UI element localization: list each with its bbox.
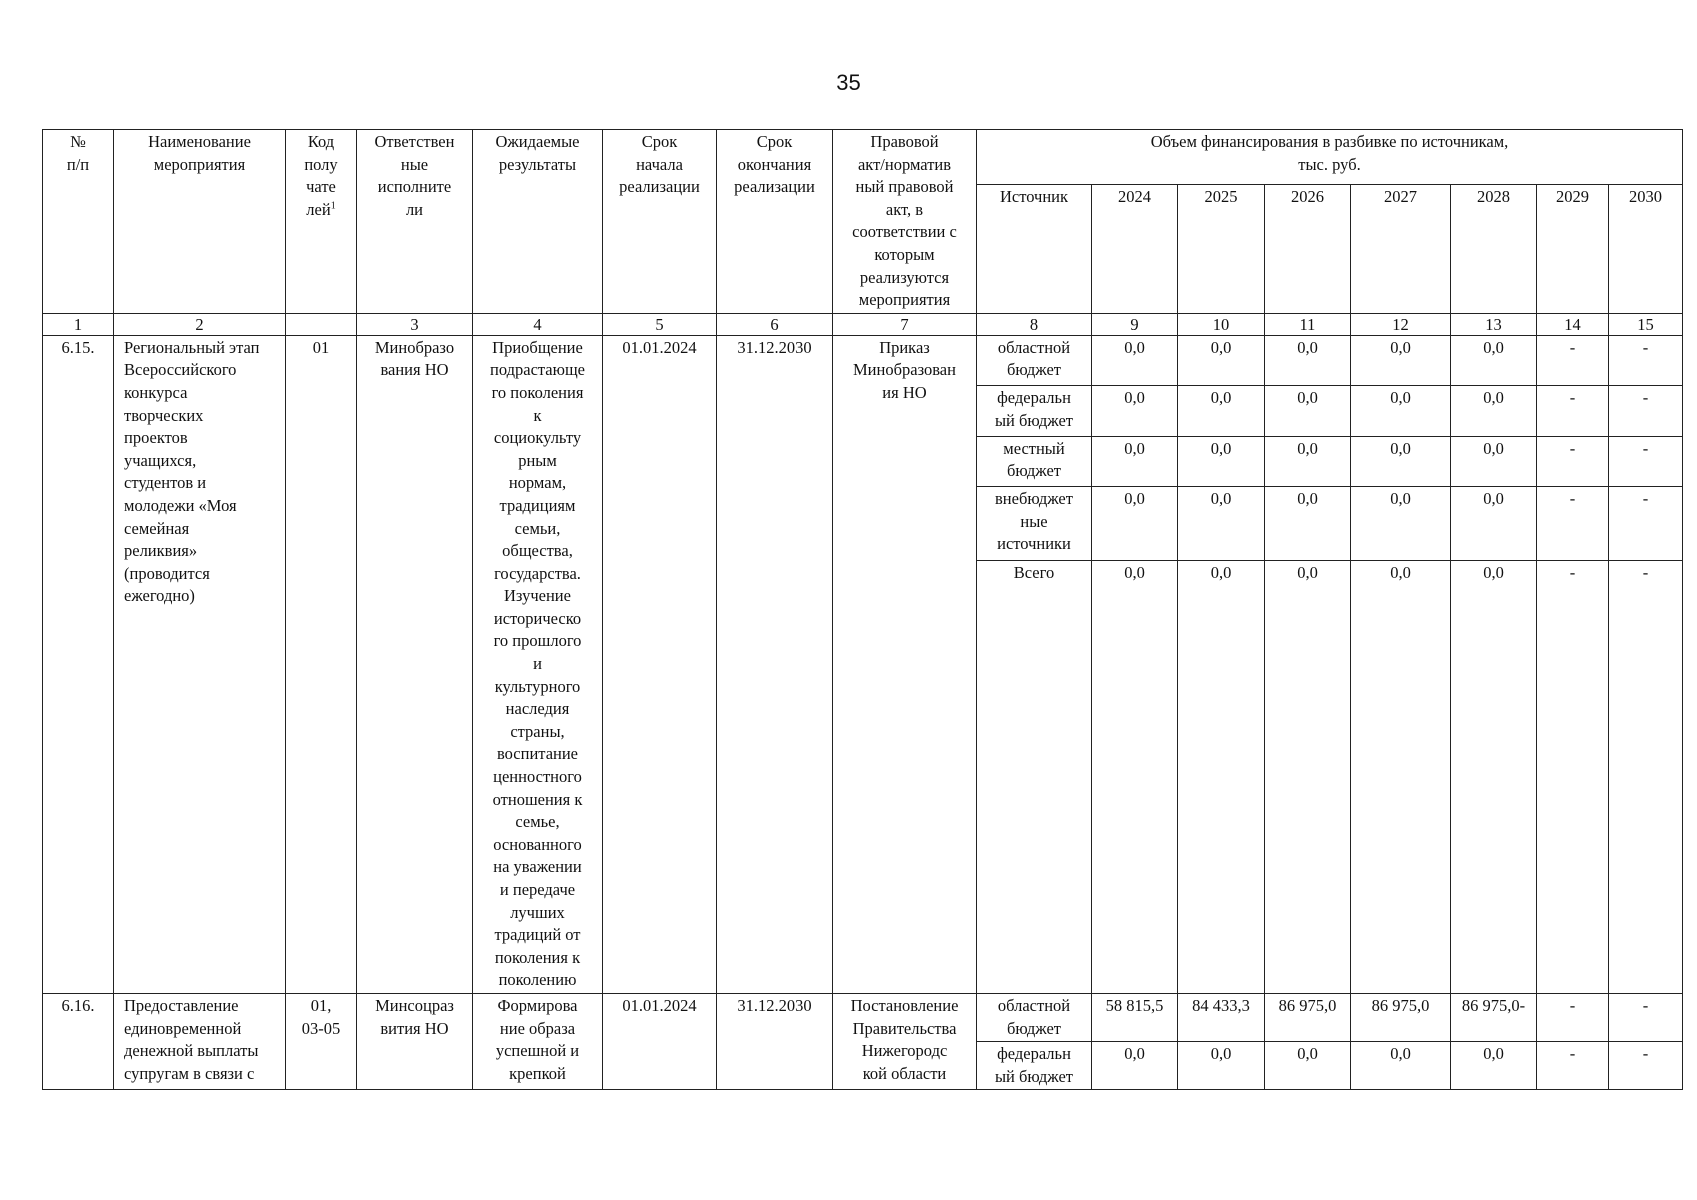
funding-value: - (1609, 1042, 1683, 1090)
column-number: 4 (473, 313, 603, 335)
measure-name: Предоставление единовременной денежной выплаты супругам в связи с (114, 993, 286, 1089)
funding-value: 0,0 (1351, 386, 1451, 436)
legal-act: Постановление Правительства Нижегородс кой области (833, 993, 977, 1089)
column-number: 15 (1609, 313, 1683, 335)
funding-source: федеральн ый бюджет (977, 1042, 1092, 1090)
expected-results: Приобщение подрастающе го поколения к социокульту рным нормам, традициям семьи, общества, государства. Изучение историческо го прошлого и культурного наследия страны, воспитание ценностного отношения к семье, основанного на уважении и передаче лучших традиций от поколения к поколению (473, 335, 603, 993)
column-number: 3 (357, 313, 473, 335)
funding-value: 0,0 (1092, 1042, 1178, 1090)
funding-value: 0,0 (1178, 560, 1265, 993)
column-number: 11 (1265, 313, 1351, 335)
funding-value: - (1609, 993, 1683, 1041)
end-date: 31.12.2030 (717, 993, 833, 1089)
header-name: Наименование мероприятия (114, 130, 286, 314)
column-number: 13 (1451, 313, 1537, 335)
funding-value: 0,0 (1265, 335, 1351, 385)
funding-value: 0,0 (1351, 1042, 1451, 1090)
column-number: 10 (1178, 313, 1265, 335)
funding-source: областной бюджет (977, 993, 1092, 1041)
funding-value: 0,0 (1351, 436, 1451, 486)
start-date: 01.01.2024 (603, 993, 717, 1089)
header-year: 2025 (1178, 184, 1265, 313)
funding-value: 0,0 (1451, 486, 1537, 560)
funding-value: - (1609, 436, 1683, 486)
responsible-executor: Минобразо вания НО (357, 335, 473, 993)
funding-value: - (1537, 486, 1609, 560)
row-number: 6.16. (43, 993, 114, 1089)
funding-value: - (1609, 335, 1683, 385)
column-number: 2 (114, 313, 286, 335)
legal-act: Приказ Минобразован ия НО (833, 335, 977, 993)
funding-value: - (1609, 486, 1683, 560)
table-row (43, 335, 1683, 385)
column-number-row (43, 313, 1683, 335)
funding-value: 0,0 (1178, 386, 1265, 436)
funding-value: 0,0 (1092, 335, 1178, 385)
expected-results: Формирова ние образа успешной и крепкой (473, 993, 603, 1089)
funding-value: 0,0 (1351, 486, 1451, 560)
funding-value: 0,0 (1178, 1042, 1265, 1090)
funding-source: областной бюджет (977, 335, 1092, 385)
column-number: 12 (1351, 313, 1451, 335)
funding-value: 0,0 (1178, 486, 1265, 560)
table-row (43, 993, 1683, 1041)
funding-value: - (1537, 993, 1609, 1041)
funding-value: 0,0 (1178, 436, 1265, 486)
funding-value: 0,0 (1451, 560, 1537, 993)
measure-name: Региональный этап Всероссийского конкурса творческих проектов учащихся, студентов и молодежи «Моя семейная реликвия» (проводится ежегодно) (114, 335, 286, 993)
column-number: 8 (977, 313, 1092, 335)
header-year: 2027 (1351, 184, 1451, 313)
funding-source: внебюджет ные источники (977, 486, 1092, 560)
funding-value: 86 975,0 (1351, 993, 1451, 1041)
start-date: 01.01.2024 (603, 335, 717, 993)
funding-value: 84 433,3 (1178, 993, 1265, 1041)
header-responsible: Ответствен ные исполните ли (357, 130, 473, 314)
page-number: 35 (836, 70, 861, 95)
recipient-code: 01, 03-05 (286, 993, 357, 1089)
funding-value: 0,0 (1451, 386, 1537, 436)
recipient-code: 01 (286, 335, 357, 993)
header-year: 2029 (1537, 184, 1609, 313)
header-year: 2024 (1092, 184, 1178, 313)
funding-value: 0,0 (1092, 560, 1178, 993)
financing-table (42, 129, 1683, 1090)
header-legal-act: Правовой акт/норматив ный правовой акт, в соответствии с которым реализуются мероприятия (833, 130, 977, 314)
header-num: № п/п (43, 130, 114, 314)
funding-value: 0,0 (1451, 436, 1537, 486)
header-end: Срок окончания реализации (717, 130, 833, 314)
funding-source: федеральн ый бюджет (977, 386, 1092, 436)
funding-value: 0,0 (1092, 386, 1178, 436)
column-number (286, 313, 357, 335)
funding-value: - (1537, 386, 1609, 436)
funding-value: - (1609, 560, 1683, 993)
funding-value: 0,0 (1092, 436, 1178, 486)
funding-source: Всего (977, 560, 1092, 993)
funding-value: 86 975,0 (1265, 993, 1351, 1041)
column-number: 7 (833, 313, 977, 335)
funding-value: 0,0 (1178, 335, 1265, 385)
header-year: 2030 (1609, 184, 1683, 313)
funding-value: 0,0 (1351, 335, 1451, 385)
funding-value: - (1537, 335, 1609, 385)
funding-value: - (1537, 1042, 1609, 1090)
responsible-executor: Минсоцраз вития НО (357, 993, 473, 1089)
funding-value: - (1537, 436, 1609, 486)
funding-value: - (1609, 386, 1683, 436)
header-row-1 (43, 130, 1683, 185)
header-start: Срок начала реализации (603, 130, 717, 314)
funding-value: 0,0 (1092, 486, 1178, 560)
end-date: 31.12.2030 (717, 335, 833, 993)
funding-value: 0,0 (1265, 486, 1351, 560)
funding-value: 0,0 (1265, 386, 1351, 436)
column-number: 14 (1537, 313, 1609, 335)
funding-value: 0,0 (1265, 436, 1351, 486)
funding-value: 0,0 (1265, 1042, 1351, 1090)
column-number: 6 (717, 313, 833, 335)
header-results: Ожидаемые результаты (473, 130, 603, 314)
column-number: 5 (603, 313, 717, 335)
header-code: Код полу чате лей$^1$ (286, 130, 357, 314)
funding-source: местный бюджет (977, 436, 1092, 486)
header-financing: Объем финансирования в разбивке по источникам, тыс. руб. (977, 130, 1683, 185)
funding-value: 0,0 (1265, 560, 1351, 993)
header-source: Источник (977, 184, 1092, 313)
funding-value: 58 815,5 (1092, 993, 1178, 1041)
header-year: 2026 (1265, 184, 1351, 313)
funding-value: 0,0 (1351, 560, 1451, 993)
footnote-marker: 1 (330, 200, 336, 212)
column-number: 9 (1092, 313, 1178, 335)
funding-value: - (1537, 560, 1609, 993)
header-year: 2028 (1451, 184, 1537, 313)
funding-value: 0,0 (1451, 1042, 1537, 1090)
row-number: 6.15. (43, 335, 114, 993)
funding-value: 86 975,0- (1451, 993, 1537, 1041)
column-number: 1 (43, 313, 114, 335)
funding-value: 0,0 (1451, 335, 1537, 385)
